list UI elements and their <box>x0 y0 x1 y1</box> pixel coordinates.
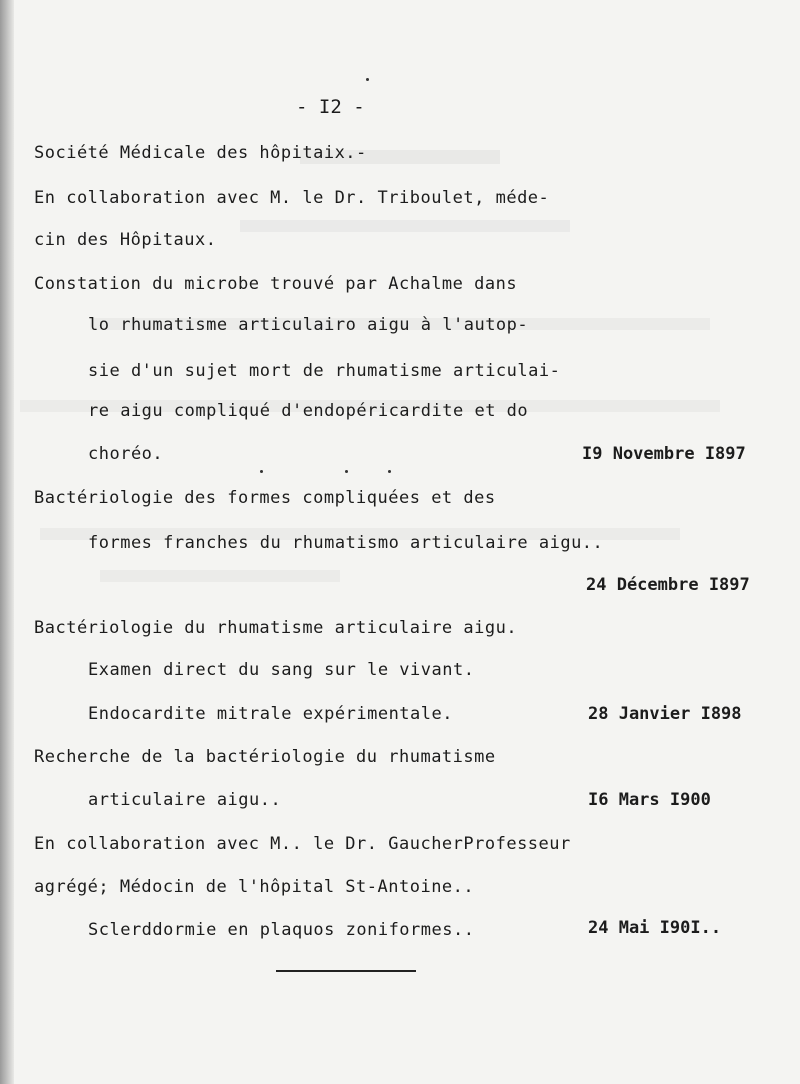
ink-speck <box>388 470 391 473</box>
entry-line: Endocardite mitrale expérimentale. <box>88 704 453 724</box>
ink-speck <box>345 470 348 473</box>
entry-line: Examen direct du sang sur le vivant. <box>88 660 475 680</box>
entry-line: agrégé; Médocin de l'hôpital St-Antoine.. <box>34 877 475 897</box>
entry-line: sie d'un sujet mort de rhumatisme articulai- <box>88 361 561 381</box>
bleed-through-mark <box>100 570 340 582</box>
entry-line: lo rhumatisme articulairo aigu à l'autop- <box>88 315 529 335</box>
entry-line: formes franches du rhumatismo articulaire aigu.. <box>88 533 604 553</box>
entry-line: choréo. <box>88 444 164 464</box>
entry-date: 24 Mai I90I.. <box>588 918 722 938</box>
page-edge-shadow <box>0 0 14 1084</box>
entry-date: 24 Décembre I897 <box>586 575 750 595</box>
ink-speck <box>366 78 369 81</box>
ink-speck <box>260 470 263 473</box>
entry-line: En collaboration avec M.. le Dr. GaucherProfesseur <box>34 834 571 854</box>
entry-line: cin des Hôpitaux. <box>34 230 217 250</box>
closing-rule <box>276 970 416 972</box>
entry-line: Recherche de la bactériologie du rhumatisme <box>34 747 496 767</box>
entry-line: Sclerddormie en plaquos zoniformes.. <box>88 920 475 940</box>
page-number: - I2 - <box>296 96 365 118</box>
entry-line: En collaboration avec M. le Dr. Triboulet, méde- <box>34 188 550 208</box>
bleed-through-mark <box>240 220 570 232</box>
entry-date: I6 Mars I900 <box>588 790 711 810</box>
entry-line: Constation du microbe trouvé par Achalme dans <box>34 274 518 294</box>
entry-line: re aigu compliqué d'endopéricardite et do <box>88 401 529 421</box>
entry-line: Bactériologie des formes compliquées et des <box>34 488 496 508</box>
entry-date: 28 Janvier I898 <box>588 704 742 724</box>
entry-line: Société Médicale des hôpitaix.- <box>34 143 367 163</box>
entry-date: I9 Novembre I897 <box>582 444 746 464</box>
entry-line: articulaire aigu.. <box>88 790 282 810</box>
entry-line: Bactériologie du rhumatisme articulaire aigu. <box>34 618 518 638</box>
